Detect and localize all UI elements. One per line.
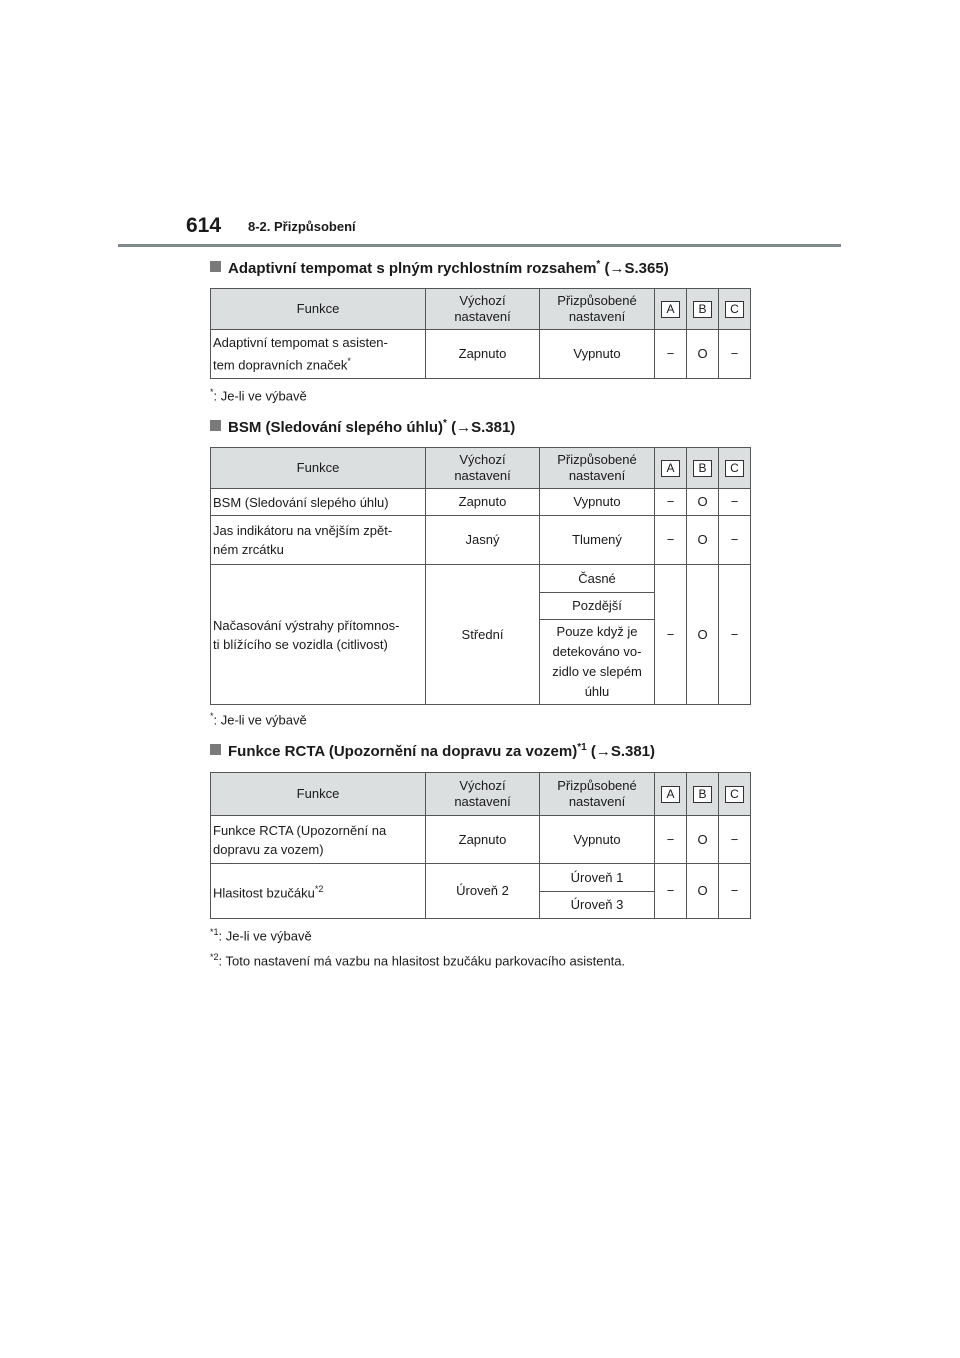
col-header-b: B bbox=[687, 773, 719, 816]
cell-custom-option: Pozdější bbox=[540, 593, 655, 620]
col-header-b: B bbox=[687, 289, 719, 330]
col-header-c: C bbox=[719, 289, 751, 330]
cell-default: Úroveň 2 bbox=[426, 864, 540, 919]
col-header-custom: Přizpůsobené nastavení bbox=[540, 289, 655, 330]
table-header-row bbox=[211, 289, 751, 330]
cell-default: Zapnuto bbox=[426, 816, 540, 864]
cell-custom-option: Pouze když je detekováno vo- zidlo ve slepém úhlu bbox=[540, 620, 655, 705]
cell-custom-option: Úroveň 1 bbox=[540, 864, 655, 892]
cell-function: Hlasitost bzučáku$^{*2}$ bbox=[211, 864, 426, 919]
cell-function: Adaptivní tempomat s asisten- tem dopravních značek* bbox=[211, 330, 426, 379]
cell-c: − bbox=[719, 489, 751, 516]
header-divider bbox=[118, 244, 841, 247]
col-header-custom: Přizpůsobené nastavení bbox=[540, 773, 655, 816]
cell-function: Jas indikátoru na vnějším zpět- ném zrcátku bbox=[211, 516, 426, 565]
cell-c: − bbox=[719, 565, 751, 705]
col-header-a: A bbox=[655, 448, 687, 489]
col-header-c: C bbox=[719, 773, 751, 816]
table-row bbox=[211, 816, 751, 864]
table-row bbox=[211, 565, 751, 593]
table-row bbox=[211, 864, 751, 892]
cell-custom-option: Úroveň 3 bbox=[540, 892, 655, 919]
cell-c: − bbox=[719, 330, 751, 379]
square-bullet-icon bbox=[210, 420, 221, 431]
footnote: $^{*1}$: Je-li ve výbavě bbox=[210, 927, 312, 944]
col-header-b: B bbox=[687, 448, 719, 489]
table-row bbox=[211, 489, 751, 516]
cell-function: BSM (Sledování slepého úhlu) bbox=[211, 489, 426, 516]
table-acc bbox=[210, 288, 751, 379]
cell-b: O bbox=[687, 516, 719, 565]
col-header-a: A bbox=[655, 773, 687, 816]
col-header-function: Funkce bbox=[211, 289, 426, 330]
cell-b: O bbox=[687, 565, 719, 705]
col-header-custom: Přizpůsobené nastavení bbox=[540, 448, 655, 489]
cell-b: O bbox=[687, 864, 719, 919]
table-rcta bbox=[210, 772, 751, 919]
footnote: *: Je-li ve výbavě bbox=[210, 711, 307, 728]
cell-c: − bbox=[719, 864, 751, 919]
cell-function: Funkce RCTA (Upozornění na dopravu za vozem) bbox=[211, 816, 426, 864]
table-bsm bbox=[210, 447, 751, 705]
cell-c: − bbox=[719, 516, 751, 565]
cell-custom: Vypnuto bbox=[540, 330, 655, 379]
col-header-default: Výchozí nastavení bbox=[426, 289, 540, 330]
cell-custom: Vypnuto bbox=[540, 816, 655, 864]
cell-default: Jasný bbox=[426, 516, 540, 565]
table-row bbox=[211, 330, 751, 379]
cell-default: Střední bbox=[426, 565, 540, 705]
square-bullet-icon bbox=[210, 261, 221, 272]
cell-custom-option: Časné bbox=[540, 565, 655, 593]
cell-a: − bbox=[655, 516, 687, 565]
cell-a: − bbox=[655, 330, 687, 379]
chapter-title: 8-2. Přizpůsobení bbox=[248, 219, 356, 234]
table-header-row bbox=[211, 773, 751, 816]
col-header-function: Funkce bbox=[211, 773, 426, 816]
col-header-a: A bbox=[655, 289, 687, 330]
cell-c: − bbox=[719, 816, 751, 864]
col-header-c: C bbox=[719, 448, 751, 489]
table-header-row bbox=[211, 448, 751, 489]
cell-b: O bbox=[687, 816, 719, 864]
cell-a: − bbox=[655, 565, 687, 705]
cell-custom: Tlumený bbox=[540, 516, 655, 565]
page-number: 614 bbox=[186, 214, 222, 237]
section-title-bsm: BSM (Sledování slepého úhlu)* (→S.381) bbox=[210, 418, 515, 436]
cell-default: Zapnuto bbox=[426, 330, 540, 379]
cell-b: O bbox=[687, 330, 719, 379]
footnote: *: Je-li ve výbavě bbox=[210, 387, 307, 404]
cell-b: O bbox=[687, 489, 719, 516]
col-header-default: Výchozí nastavení bbox=[426, 773, 540, 816]
cell-default: Zapnuto bbox=[426, 489, 540, 516]
cell-a: − bbox=[655, 816, 687, 864]
section-title-acc: Adaptivní tempomat s plným rychlostním rozsahem* (→S.365) bbox=[210, 259, 669, 277]
section-title-rcta: Funkce RCTA (Upozornění na dopravu za vozem)$^{*1}$ (→S.381) bbox=[210, 742, 655, 760]
col-header-default: Výchozí nastavení bbox=[426, 448, 540, 489]
cell-a: − bbox=[655, 864, 687, 919]
table-row bbox=[211, 516, 751, 565]
cell-function: Načasování výstrahy přítomnos- ti blížícího se vozidla (citlivost) bbox=[211, 565, 426, 705]
cell-a: − bbox=[655, 489, 687, 516]
col-header-function: Funkce bbox=[211, 448, 426, 489]
footnote: $^{*2}$: Toto nastavení má vazbu na hlasitost bzučáku parkovacího asistenta. bbox=[210, 952, 626, 969]
square-bullet-icon bbox=[210, 744, 221, 755]
cell-custom: Vypnuto bbox=[540, 489, 655, 516]
